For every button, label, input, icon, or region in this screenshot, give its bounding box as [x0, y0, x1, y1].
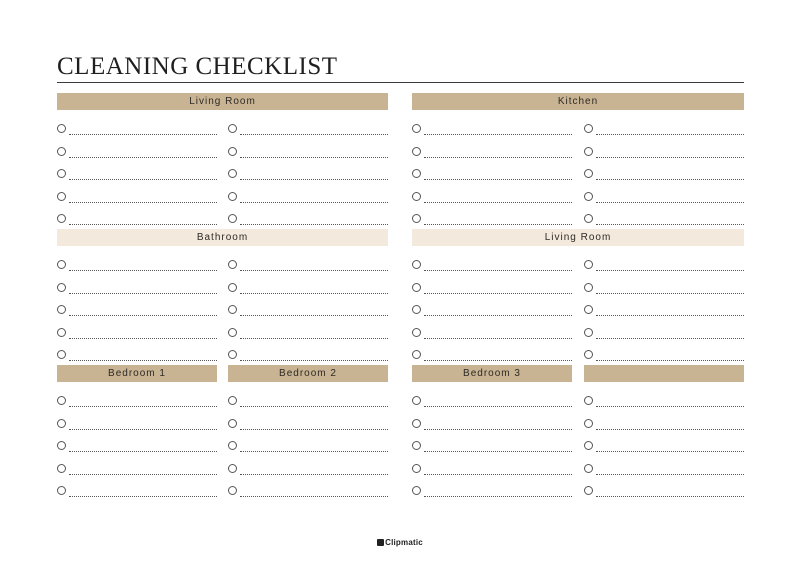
checklist-column — [412, 389, 572, 502]
checkbox-circle[interactable] — [228, 419, 237, 428]
checklist-row — [412, 253, 572, 276]
checkbox-circle[interactable] — [412, 169, 421, 178]
write-in-line — [424, 293, 572, 294]
checkbox-circle[interactable] — [412, 396, 421, 405]
checklist-row — [412, 162, 572, 185]
checklist-column — [584, 389, 744, 502]
checkbox-circle[interactable] — [57, 147, 66, 156]
checkbox-circle[interactable] — [412, 328, 421, 337]
write-in-line — [240, 429, 388, 430]
checklist-columns — [412, 253, 744, 366]
checkbox-circle[interactable] — [57, 464, 66, 473]
checkbox-circle[interactable] — [584, 283, 593, 292]
checkbox-circle[interactable] — [57, 396, 66, 405]
checklist-row — [412, 412, 572, 435]
section-header-bathroom: Bathroom — [57, 229, 388, 246]
checklist-columns — [412, 117, 744, 230]
section-header-kitchen: Kitchen — [412, 93, 744, 110]
checklist-row — [584, 140, 744, 163]
write-in-line — [596, 451, 744, 452]
write-in-line — [596, 315, 744, 316]
checkbox-circle[interactable] — [584, 192, 593, 201]
checkbox-circle[interactable] — [412, 124, 421, 133]
write-in-line — [240, 451, 388, 452]
section-living-room-2 — [412, 229, 744, 366]
checkbox-circle[interactable] — [412, 464, 421, 473]
checkbox-circle[interactable] — [57, 419, 66, 428]
checklist-column-left — [57, 253, 217, 366]
checkbox-circle[interactable] — [584, 396, 593, 405]
write-in-line — [596, 360, 744, 361]
write-in-line — [596, 224, 744, 225]
checkbox-circle[interactable] — [584, 147, 593, 156]
section-blank — [584, 365, 744, 502]
checklist-row — [584, 389, 744, 412]
checkbox-circle[interactable] — [412, 214, 421, 223]
checklist-column-right — [584, 117, 744, 230]
write-in-line — [69, 157, 217, 158]
title-underline — [57, 82, 744, 83]
checklist-row — [228, 389, 388, 412]
checkbox-circle[interactable] — [412, 486, 421, 495]
write-in-line — [596, 293, 744, 294]
checkbox-circle[interactable] — [57, 441, 66, 450]
checkbox-circle[interactable] — [57, 260, 66, 269]
write-in-line — [424, 338, 572, 339]
checkbox-circle[interactable] — [584, 464, 593, 473]
write-in-line — [424, 179, 572, 180]
write-in-line — [69, 429, 217, 430]
checklist-row — [228, 185, 388, 208]
checklist-row — [584, 457, 744, 480]
write-in-line — [424, 202, 572, 203]
checkbox-circle[interactable] — [57, 305, 66, 314]
write-in-line — [424, 429, 572, 430]
write-in-line — [596, 338, 744, 339]
write-in-line — [69, 338, 217, 339]
checkbox-circle[interactable] — [584, 486, 593, 495]
write-in-line — [240, 179, 388, 180]
checkbox-circle[interactable] — [412, 260, 421, 269]
checklist-row — [228, 162, 388, 185]
section-bedrooms-right — [412, 365, 744, 502]
checklist-columns — [57, 253, 388, 366]
checklist-row — [57, 140, 217, 163]
checkbox-circle[interactable] — [57, 169, 66, 178]
checklist-row — [57, 457, 217, 480]
checklist-row — [412, 140, 572, 163]
checkbox-circle[interactable] — [584, 260, 593, 269]
checklist-column — [57, 389, 217, 502]
write-in-line — [240, 360, 388, 361]
write-in-line — [69, 134, 217, 135]
checklist-row — [57, 253, 217, 276]
checklist-row — [228, 207, 388, 230]
section-kitchen — [412, 93, 744, 230]
checklist-row — [57, 343, 217, 366]
checklist-column-left — [57, 117, 217, 230]
checklist-row — [57, 185, 217, 208]
write-in-line — [240, 157, 388, 158]
write-in-line — [424, 496, 572, 497]
checkbox-circle[interactable] — [412, 441, 421, 450]
write-in-line — [424, 157, 572, 158]
checklist-row — [412, 457, 572, 480]
checkbox-circle[interactable] — [584, 305, 593, 314]
checkbox-circle[interactable] — [57, 192, 66, 201]
brand-logo-icon — [377, 539, 384, 546]
checklist-row — [584, 207, 744, 230]
checklist-row — [57, 321, 217, 344]
checkbox-circle[interactable] — [228, 124, 237, 133]
write-in-line — [240, 293, 388, 294]
checklist-row — [412, 343, 572, 366]
write-in-line — [240, 496, 388, 497]
section-header-bedroom-3: Bedroom 3 — [412, 365, 572, 382]
checklist-row — [228, 117, 388, 140]
checklist-row — [57, 162, 217, 185]
checklist-row — [57, 412, 217, 435]
checklist-row — [584, 479, 744, 502]
checklist-row — [584, 434, 744, 457]
checklist-row — [228, 434, 388, 457]
checkbox-circle[interactable] — [57, 124, 66, 133]
checkbox-circle[interactable] — [228, 260, 237, 269]
checklist-row — [228, 412, 388, 435]
checklist-column-left — [412, 253, 572, 366]
checkbox-circle[interactable] — [412, 305, 421, 314]
write-in-line — [424, 270, 572, 271]
checkbox-circle[interactable] — [228, 283, 237, 292]
write-in-line — [69, 360, 217, 361]
brand-name: Clipmatic — [385, 538, 423, 547]
checklist-column — [228, 389, 388, 502]
section-bedroom-3 — [412, 365, 572, 502]
write-in-line — [596, 202, 744, 203]
section-bedrooms-left — [57, 365, 388, 502]
section-living-room — [57, 93, 388, 230]
write-in-line — [424, 360, 572, 361]
checkbox-circle[interactable] — [412, 192, 421, 201]
checkbox-circle[interactable] — [228, 350, 237, 359]
section-header-blank — [584, 365, 744, 382]
checkbox-circle[interactable] — [584, 350, 593, 359]
write-in-line — [69, 179, 217, 180]
write-in-line — [424, 134, 572, 135]
section-header-living-room: Living Room — [57, 93, 388, 110]
write-in-line — [424, 451, 572, 452]
section-bedroom-1 — [57, 365, 217, 502]
checklist-column-left — [412, 117, 572, 230]
checklist-row — [412, 207, 572, 230]
section-bathroom — [57, 229, 388, 366]
write-in-line — [69, 406, 217, 407]
write-in-line — [69, 474, 217, 475]
checkbox-circle[interactable] — [57, 214, 66, 223]
checklist-row — [412, 117, 572, 140]
checkbox-circle[interactable] — [584, 419, 593, 428]
write-in-line — [69, 451, 217, 452]
checklist-row — [412, 298, 572, 321]
checkbox-circle[interactable] — [228, 441, 237, 450]
checklist-column-right — [228, 117, 388, 230]
checkbox-circle[interactable] — [228, 396, 237, 405]
write-in-line — [596, 179, 744, 180]
checklist-row — [228, 343, 388, 366]
checklist-row — [584, 298, 744, 321]
checklist-row — [57, 479, 217, 502]
checklist-row — [228, 479, 388, 502]
write-in-line — [424, 224, 572, 225]
write-in-line — [240, 474, 388, 475]
checkbox-circle[interactable] — [228, 464, 237, 473]
section-header-bedroom-2: Bedroom 2 — [228, 365, 388, 382]
write-in-line — [596, 496, 744, 497]
footer-logo — [0, 538, 800, 547]
write-in-line — [69, 224, 217, 225]
checklist-row — [584, 321, 744, 344]
checklist-row — [57, 207, 217, 230]
checklist-row — [584, 162, 744, 185]
write-in-line — [424, 406, 572, 407]
write-in-line — [424, 474, 572, 475]
write-in-line — [424, 315, 572, 316]
checkbox-circle[interactable] — [228, 169, 237, 178]
checkbox-circle[interactable] — [584, 328, 593, 337]
write-in-line — [596, 474, 744, 475]
checkbox-circle[interactable] — [228, 147, 237, 156]
checkbox-circle[interactable] — [228, 486, 237, 495]
checklist-row — [57, 276, 217, 299]
checkbox-circle[interactable] — [584, 124, 593, 133]
checklist-row — [228, 253, 388, 276]
checklist-columns — [57, 117, 388, 230]
checkbox-circle[interactable] — [57, 486, 66, 495]
checklist-row — [584, 117, 744, 140]
checklist-row — [412, 389, 572, 412]
checklist-row — [228, 298, 388, 321]
checklist-row — [412, 434, 572, 457]
checkbox-circle[interactable] — [57, 328, 66, 337]
write-in-line — [69, 315, 217, 316]
checklist-row — [57, 434, 217, 457]
checkbox-circle[interactable] — [57, 283, 66, 292]
checklist-column-right — [228, 253, 388, 366]
checklist-row — [57, 389, 217, 412]
write-in-line — [596, 406, 744, 407]
checkbox-circle[interactable] — [228, 214, 237, 223]
checkbox-circle[interactable] — [584, 441, 593, 450]
checkbox-circle[interactable] — [228, 192, 237, 201]
write-in-line — [240, 270, 388, 271]
checkbox-circle[interactable] — [57, 350, 66, 359]
write-in-line — [240, 315, 388, 316]
checklist-row — [228, 321, 388, 344]
page-title: CLEANING CHECKLIST — [57, 53, 338, 80]
checkbox-circle[interactable] — [412, 419, 421, 428]
write-in-line — [596, 157, 744, 158]
checklist-row — [584, 253, 744, 276]
checklist-row — [228, 457, 388, 480]
checkbox-circle[interactable] — [412, 350, 421, 359]
section-bedroom-2 — [228, 365, 388, 502]
write-in-line — [69, 293, 217, 294]
checkbox-circle[interactable] — [584, 169, 593, 178]
write-in-line — [240, 134, 388, 135]
checkbox-circle[interactable] — [412, 283, 421, 292]
section-header-bedroom-1: Bedroom 1 — [57, 365, 217, 382]
checklist-row — [412, 321, 572, 344]
checklist-row — [57, 117, 217, 140]
write-in-line — [69, 496, 217, 497]
checklist-row — [228, 276, 388, 299]
checklist-row — [228, 140, 388, 163]
checklist-row — [57, 298, 217, 321]
checklist-column-right — [584, 253, 744, 366]
write-in-line — [596, 134, 744, 135]
checkbox-circle[interactable] — [228, 328, 237, 337]
checkbox-circle[interactable] — [584, 214, 593, 223]
checklist-row — [412, 479, 572, 502]
write-in-line — [69, 270, 217, 271]
write-in-line — [69, 202, 217, 203]
checklist-row — [584, 276, 744, 299]
checklist-row — [584, 412, 744, 435]
checklist-row — [584, 343, 744, 366]
checkbox-circle[interactable] — [228, 305, 237, 314]
checkbox-circle[interactable] — [412, 147, 421, 156]
checklist-row — [412, 276, 572, 299]
section-header-living-room-2: Living Room — [412, 229, 744, 246]
write-in-line — [240, 224, 388, 225]
checklist-row — [412, 185, 572, 208]
write-in-line — [240, 406, 388, 407]
write-in-line — [240, 338, 388, 339]
write-in-line — [596, 270, 744, 271]
write-in-line — [596, 429, 744, 430]
checklist-row — [584, 185, 744, 208]
write-in-line — [240, 202, 388, 203]
